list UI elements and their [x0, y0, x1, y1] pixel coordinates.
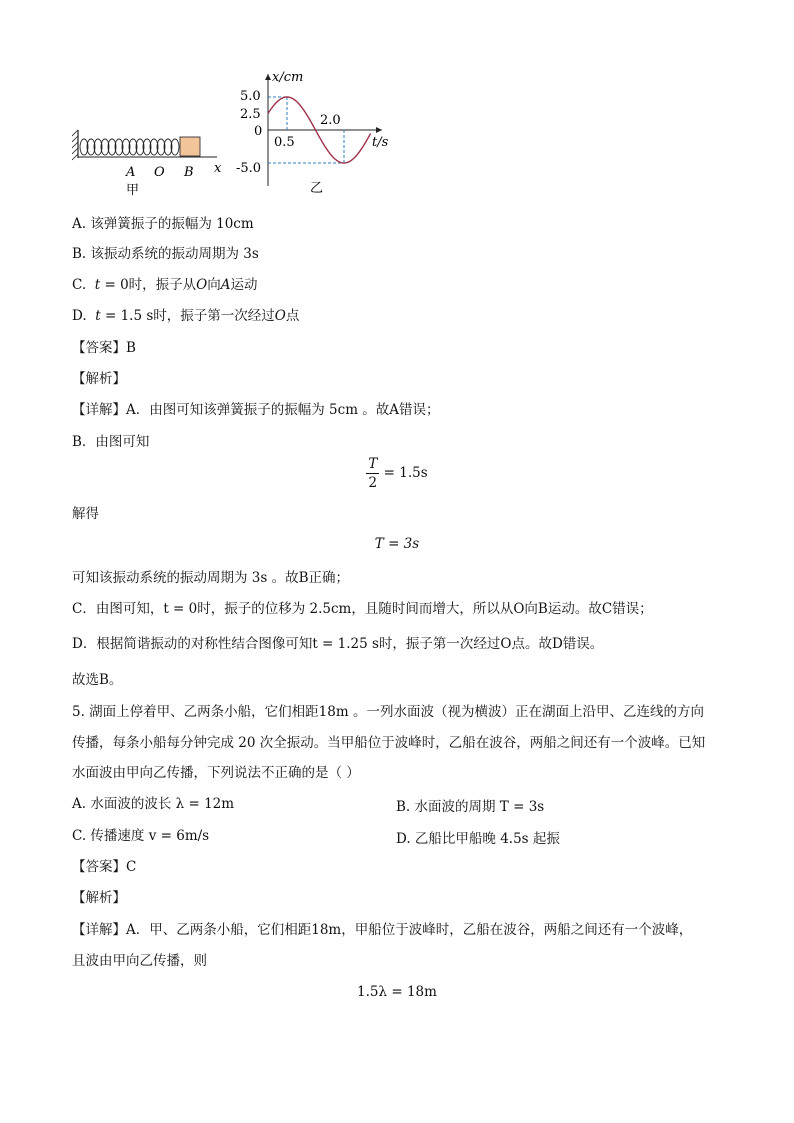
tick-5: 5.0 [240, 89, 261, 104]
q4-option-c-to: 向 [207, 277, 221, 293]
q4-detail-a: 【详解】A．由图可知该弹簧振子的振幅为 5cm 。故A错误； [72, 402, 440, 418]
q4-option-c-pre: C. [72, 277, 87, 293]
q4-option-d [72, 307, 299, 325]
figure-yi [232, 68, 402, 196]
q5-stem-line-3: 水面波由甲向乙传播，下列说法不正确的是（ ） [72, 765, 360, 781]
spring [80, 139, 179, 155]
label-B: B [184, 165, 194, 180]
q5-analysis-heading: 【解析】 [72, 890, 126, 906]
label-A: A [126, 165, 136, 180]
q4-option-d-t: t [95, 308, 101, 324]
tick-m5: -5.0 [236, 161, 262, 176]
q4-option-c-post: 运动 [230, 277, 258, 293]
q4-detail-c: C．由图可知，t = 0时，振子的位移为 2.5cm，且随时间而增大，所以从O向B运动。故C错误； [72, 601, 653, 617]
wall [72, 130, 78, 160]
q4-answer: 【答案】B [72, 340, 136, 356]
q5-detail-line-2: 且波由甲向乙传播，则 [72, 953, 207, 969]
q4-conclude-b: 可知该振动系统的振动周期为 3s 。故B正确； [72, 570, 350, 586]
q4-analysis-heading: 【解析】 [72, 371, 126, 387]
tick-0: 0 [254, 124, 263, 139]
q4-option-c-mid: = 0时，振子从 [100, 277, 197, 293]
q5-option-c: C. 传播速度 v = 6m/s [72, 828, 210, 844]
q4-detail-d: D．根据简谐振动的对称性结合图像可知t = 1.25 s时，振子第一次经过O点。故D错误。 [72, 636, 604, 652]
q5-equation: 1.5λ = 18m [357, 984, 437, 1000]
eq1-numerator: T [368, 456, 378, 472]
axis-x-label: t/s [372, 135, 389, 150]
caption-jia: 甲 [126, 183, 140, 198]
q4-option-d-mid: = 1.5 s时，振子第一次经过 [100, 308, 275, 324]
q4-solve: 解得 [72, 506, 99, 522]
q5-option-d: D. 乙船比甲船晚 4.5s 起振 [396, 831, 560, 847]
q4-option-d-pre: D. [72, 308, 87, 324]
label-O: O [154, 165, 165, 180]
tick-25: 2.5 [240, 107, 261, 122]
q4-option-b: B. 该振动系统的振动周期为 3s [72, 246, 259, 262]
figure-jia [72, 128, 232, 200]
block [180, 137, 200, 156]
q4-option-c-o: O [196, 277, 208, 293]
q5-stem-line-1: 5. 湖面上停着甲、乙两条小船，它们相距18m 。一列水面波（视为横波）正在湖面上沿甲、乙连线的方向 [72, 704, 704, 720]
eq1-rhs: = 1.5s [379, 465, 428, 481]
q4-option-d-post: 点 [285, 308, 300, 324]
q4-option-a: A. 该弹簧振子的振幅为 10cm [72, 216, 254, 232]
q4-detail-b: B．由图可知 [72, 434, 150, 450]
q4-option-c-t: t [94, 277, 101, 293]
q5-answer: 【答案】C [72, 859, 137, 875]
q4-option-d-o: O [274, 308, 286, 324]
caption-yi: 乙 [310, 181, 324, 196]
q4-choose: 故选B。 [72, 672, 123, 688]
q5-option-b: B. 水面波的周期 T = 3s [396, 799, 545, 815]
q4-option-c [72, 276, 257, 294]
q4-option-c-a: A [220, 277, 231, 293]
label-x: x [214, 161, 222, 176]
q4-equation-2: T = 3s [374, 536, 420, 552]
eq1-denominator: 2 [368, 475, 378, 491]
tick-05: 0.5 [274, 135, 295, 150]
axis-y-label: x/cm [272, 70, 304, 85]
q5-stem-line-2: 传播，每条小船每分钟完成 20 次全振动。当甲船位于波峰时，乙船在波谷，两船之间还有一个波峰。已知 [72, 735, 706, 751]
q4-equation-1 [0, 455, 794, 492]
tick-20: 2.0 [320, 113, 341, 128]
q5-detail-line-1: 【详解】A．甲、乙两条小船，它们相距18m，甲船位于波峰时，乙船在波谷，两船之间还有一个波峰， [72, 922, 693, 938]
q5-option-a: A. 水面波的波长 λ = 12m [72, 796, 235, 812]
